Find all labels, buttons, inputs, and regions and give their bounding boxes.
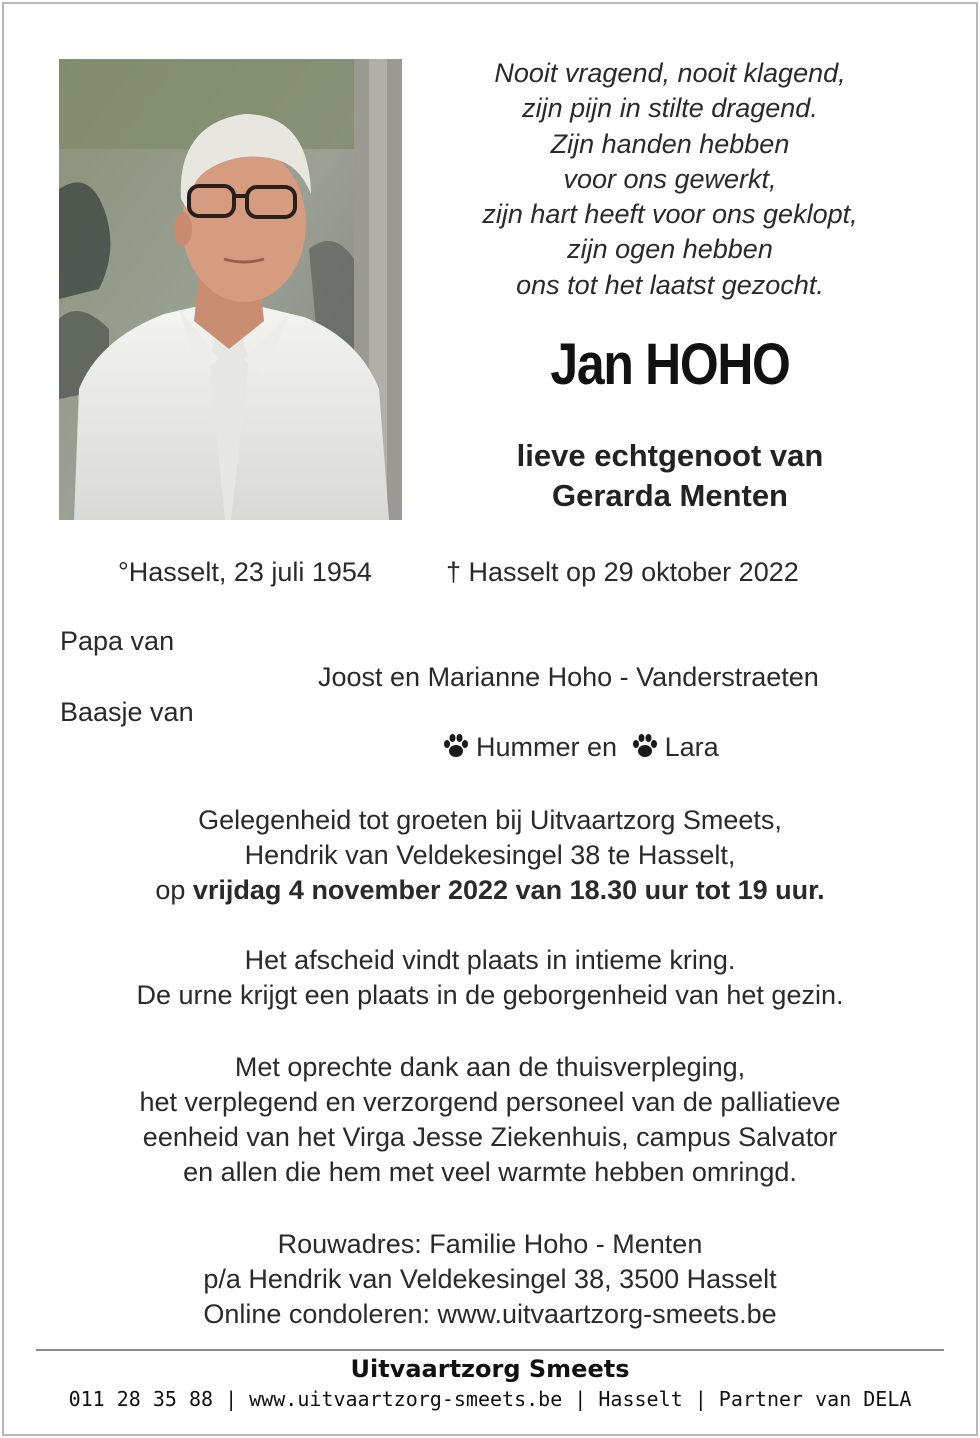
footer-divider xyxy=(36,1349,944,1351)
thanks-line-1: Met oprechte dank aan de thuisverpleging, xyxy=(234,1052,746,1082)
poem-line: voor ons gewerkt, xyxy=(563,163,777,194)
deceased-name: Jan HOHO xyxy=(550,332,790,397)
paw-icon xyxy=(631,733,659,759)
visitation-line-1: Gelegenheid tot groeten bij Uitvaartzorg Smeets, xyxy=(198,805,782,835)
footer-company: Uitvaartzorg Smeets xyxy=(350,1355,630,1383)
poem-line: zijn hart heeft voor ons geklopt, xyxy=(482,199,858,230)
thanks-line-2: het verplegend en verzorgend personeel van de palliatieve xyxy=(139,1087,841,1117)
address-line-1: Rouwadres: Familie Hoho - Menten xyxy=(277,1229,703,1259)
spouse-line-1: lieve echtgenoot van xyxy=(516,438,824,473)
visitation-line-2: Hendrik van Veldekesingel 38 te Hasselt, xyxy=(244,840,736,870)
pet-name-1: Hummer en xyxy=(476,732,618,762)
thanks-line-3: eenheid van het Virga Jesse Ziekenhuis, campus Salvator xyxy=(142,1122,838,1152)
pets-line xyxy=(442,730,719,765)
farewell-block xyxy=(0,943,980,1013)
address-line-3: Online condoleren: www.uitvaartzorg-smeets.be xyxy=(203,1299,777,1329)
footer-info: 011 28 35 88 | www.uitvaartzorg-smeets.be | Hasselt | Partner van DELA xyxy=(68,1387,912,1411)
baasje-label: Baasje van xyxy=(60,697,194,727)
poem-line: Nooit vragend, nooit klagend, xyxy=(494,58,846,88)
poem-line: Zijn handen hebben xyxy=(550,128,790,159)
farewell-line-1: Het afscheid vindt plaats in intieme kring. xyxy=(244,945,736,975)
farewell-line-2: De urne krijgt een plaats in de geborgenheid van het gezin. xyxy=(136,980,844,1010)
address-block xyxy=(0,1227,980,1332)
children-names: Joost en Marianne Hoho - Vanderstraeten xyxy=(318,662,819,692)
poem-line: zijn ogen hebben xyxy=(567,234,773,265)
death-date: † Hasselt op 29 oktober 2022 xyxy=(446,557,799,587)
thanks-line-4: en allen die hem met veel warmte hebben omringd. xyxy=(183,1157,797,1187)
birth-date: °Hasselt, 23 juli 1954 xyxy=(118,557,372,587)
spouse-line-2: Gerarda Menten xyxy=(551,478,788,513)
papa-label: Papa van xyxy=(60,626,175,656)
poem-line: zijn pijn in stilte dragend. xyxy=(522,93,818,124)
paw-icon xyxy=(442,733,470,759)
poem-line: ons tot het laatst gezocht. xyxy=(516,269,824,300)
spouse-block xyxy=(420,436,920,516)
visitation-block xyxy=(0,803,980,908)
thanks-block xyxy=(0,1050,980,1190)
portrait-photo xyxy=(59,59,402,520)
poem xyxy=(420,56,920,303)
visitation-line-3 xyxy=(0,873,980,908)
pet-name-2: Lara xyxy=(664,732,719,762)
visitation-datetime: vrijdag 4 november 2022 van 18.30 uur tot 19 uur. xyxy=(192,875,825,905)
address-line-2: p/a Hendrik van Veldekesingel 38, 3500 Hasselt xyxy=(203,1264,777,1294)
visitation-prefix: op xyxy=(155,875,193,905)
